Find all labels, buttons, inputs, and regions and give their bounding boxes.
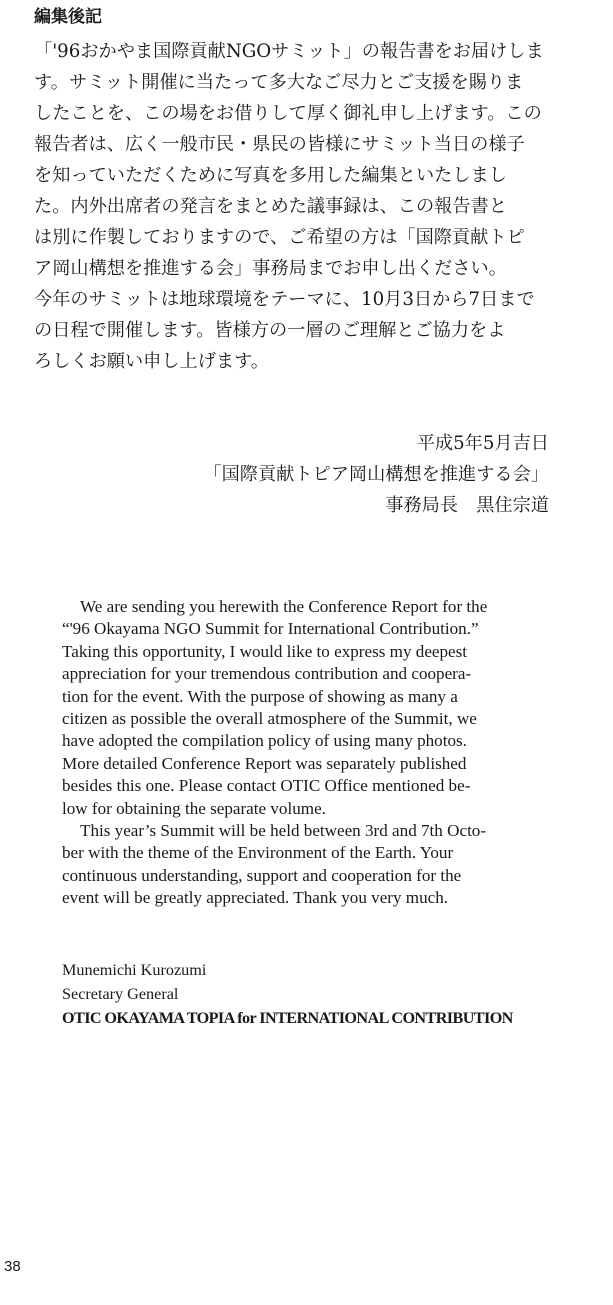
japanese-line: 報告者は、広く一般市民・県民の皆様にサミット当日の様子 [34, 134, 525, 155]
english-line: event will be greatly appreciated. Thank you very much. [62, 888, 449, 908]
english-line: citizen as possible the overall atmosphere of the Summit, we [62, 709, 477, 729]
page-number: 38 [4, 1258, 21, 1275]
english-line: continuous understanding, support and cooperation for the [62, 865, 462, 885]
signature-organization: 「国際貢献トピア岡山構想を推進する会」 [203, 464, 549, 485]
english-line: appreciation for your tremendous contribution and coopera- [62, 664, 472, 684]
japanese-line: を知っていただくために写真を多用した編集といたしまし [34, 165, 507, 186]
signatory-name: Munemichi Kurozumi [62, 961, 207, 979]
japanese-line: ろしくお願い申し上げます。 [34, 351, 269, 372]
english-line: tion for the event. With the purpose of showing as many a [62, 686, 458, 706]
english-line: This year’s Summit will be held between 3rd and 7th Octo- [80, 821, 487, 841]
japanese-line: は別に作製しておりますので、ご希望の方は「国際貢献トピ [34, 227, 525, 248]
english-line: ber with the theme of the Environment of the Earth. Your [62, 843, 454, 863]
signature-date: 平成5年5月吉日 [416, 433, 549, 454]
signatory-organization: OTIC OKAYAMA TOPIA for INTERNATIONAL CONTRIBUTION [62, 1009, 513, 1027]
english-line: More detailed Conference Report was separately published [62, 753, 467, 773]
signature-title-name: 事務局長 黒住宗道 [385, 495, 549, 516]
english-line: “'96 Okayama NGO Summit for International Contribution.” [62, 619, 479, 639]
signatory-title: Secretary General [62, 985, 179, 1003]
japanese-line: 今年のサミットは地球環境をテーマに、10月3日から7日まで [34, 289, 535, 310]
japanese-line: す。サミット開催に当たって多大なご尽力とご支援を賜りま [34, 72, 524, 93]
japanese-line: の日程で開催します。皆様方の一層のご理解とご協力をよ [34, 320, 506, 341]
japanese-line: 「'96おかやま国際貢献NGOサミット」の報告書をお届けしま [34, 41, 544, 62]
english-paragraph [62, 596, 562, 910]
japanese-signature [203, 428, 549, 521]
japanese-line: したことを、この場をお借りして厚く御礼申し上げます。この [34, 103, 542, 124]
japanese-line: た。内外出席者の発言をまとめた議事録は、この報告書と [34, 196, 507, 217]
english-line: low for obtaining the separate volume. [62, 798, 326, 818]
english-line: Taking this opportunity, I would like to express my deepest [62, 641, 468, 661]
japanese-paragraph [34, 36, 594, 377]
english-line: We are sending you herewith the Conference Report for the [80, 597, 488, 616]
english-line: have adopted the compilation policy of using many photos. [62, 731, 467, 751]
editors-note-heading: 編集後記 [34, 7, 102, 27]
english-line: besides this one. Please contact OTIC Office mentioned be- [62, 776, 471, 796]
japanese-line: ア岡山構想を推進する会」事務局までお申し出ください。 [34, 258, 507, 279]
english-signature [62, 958, 513, 1030]
